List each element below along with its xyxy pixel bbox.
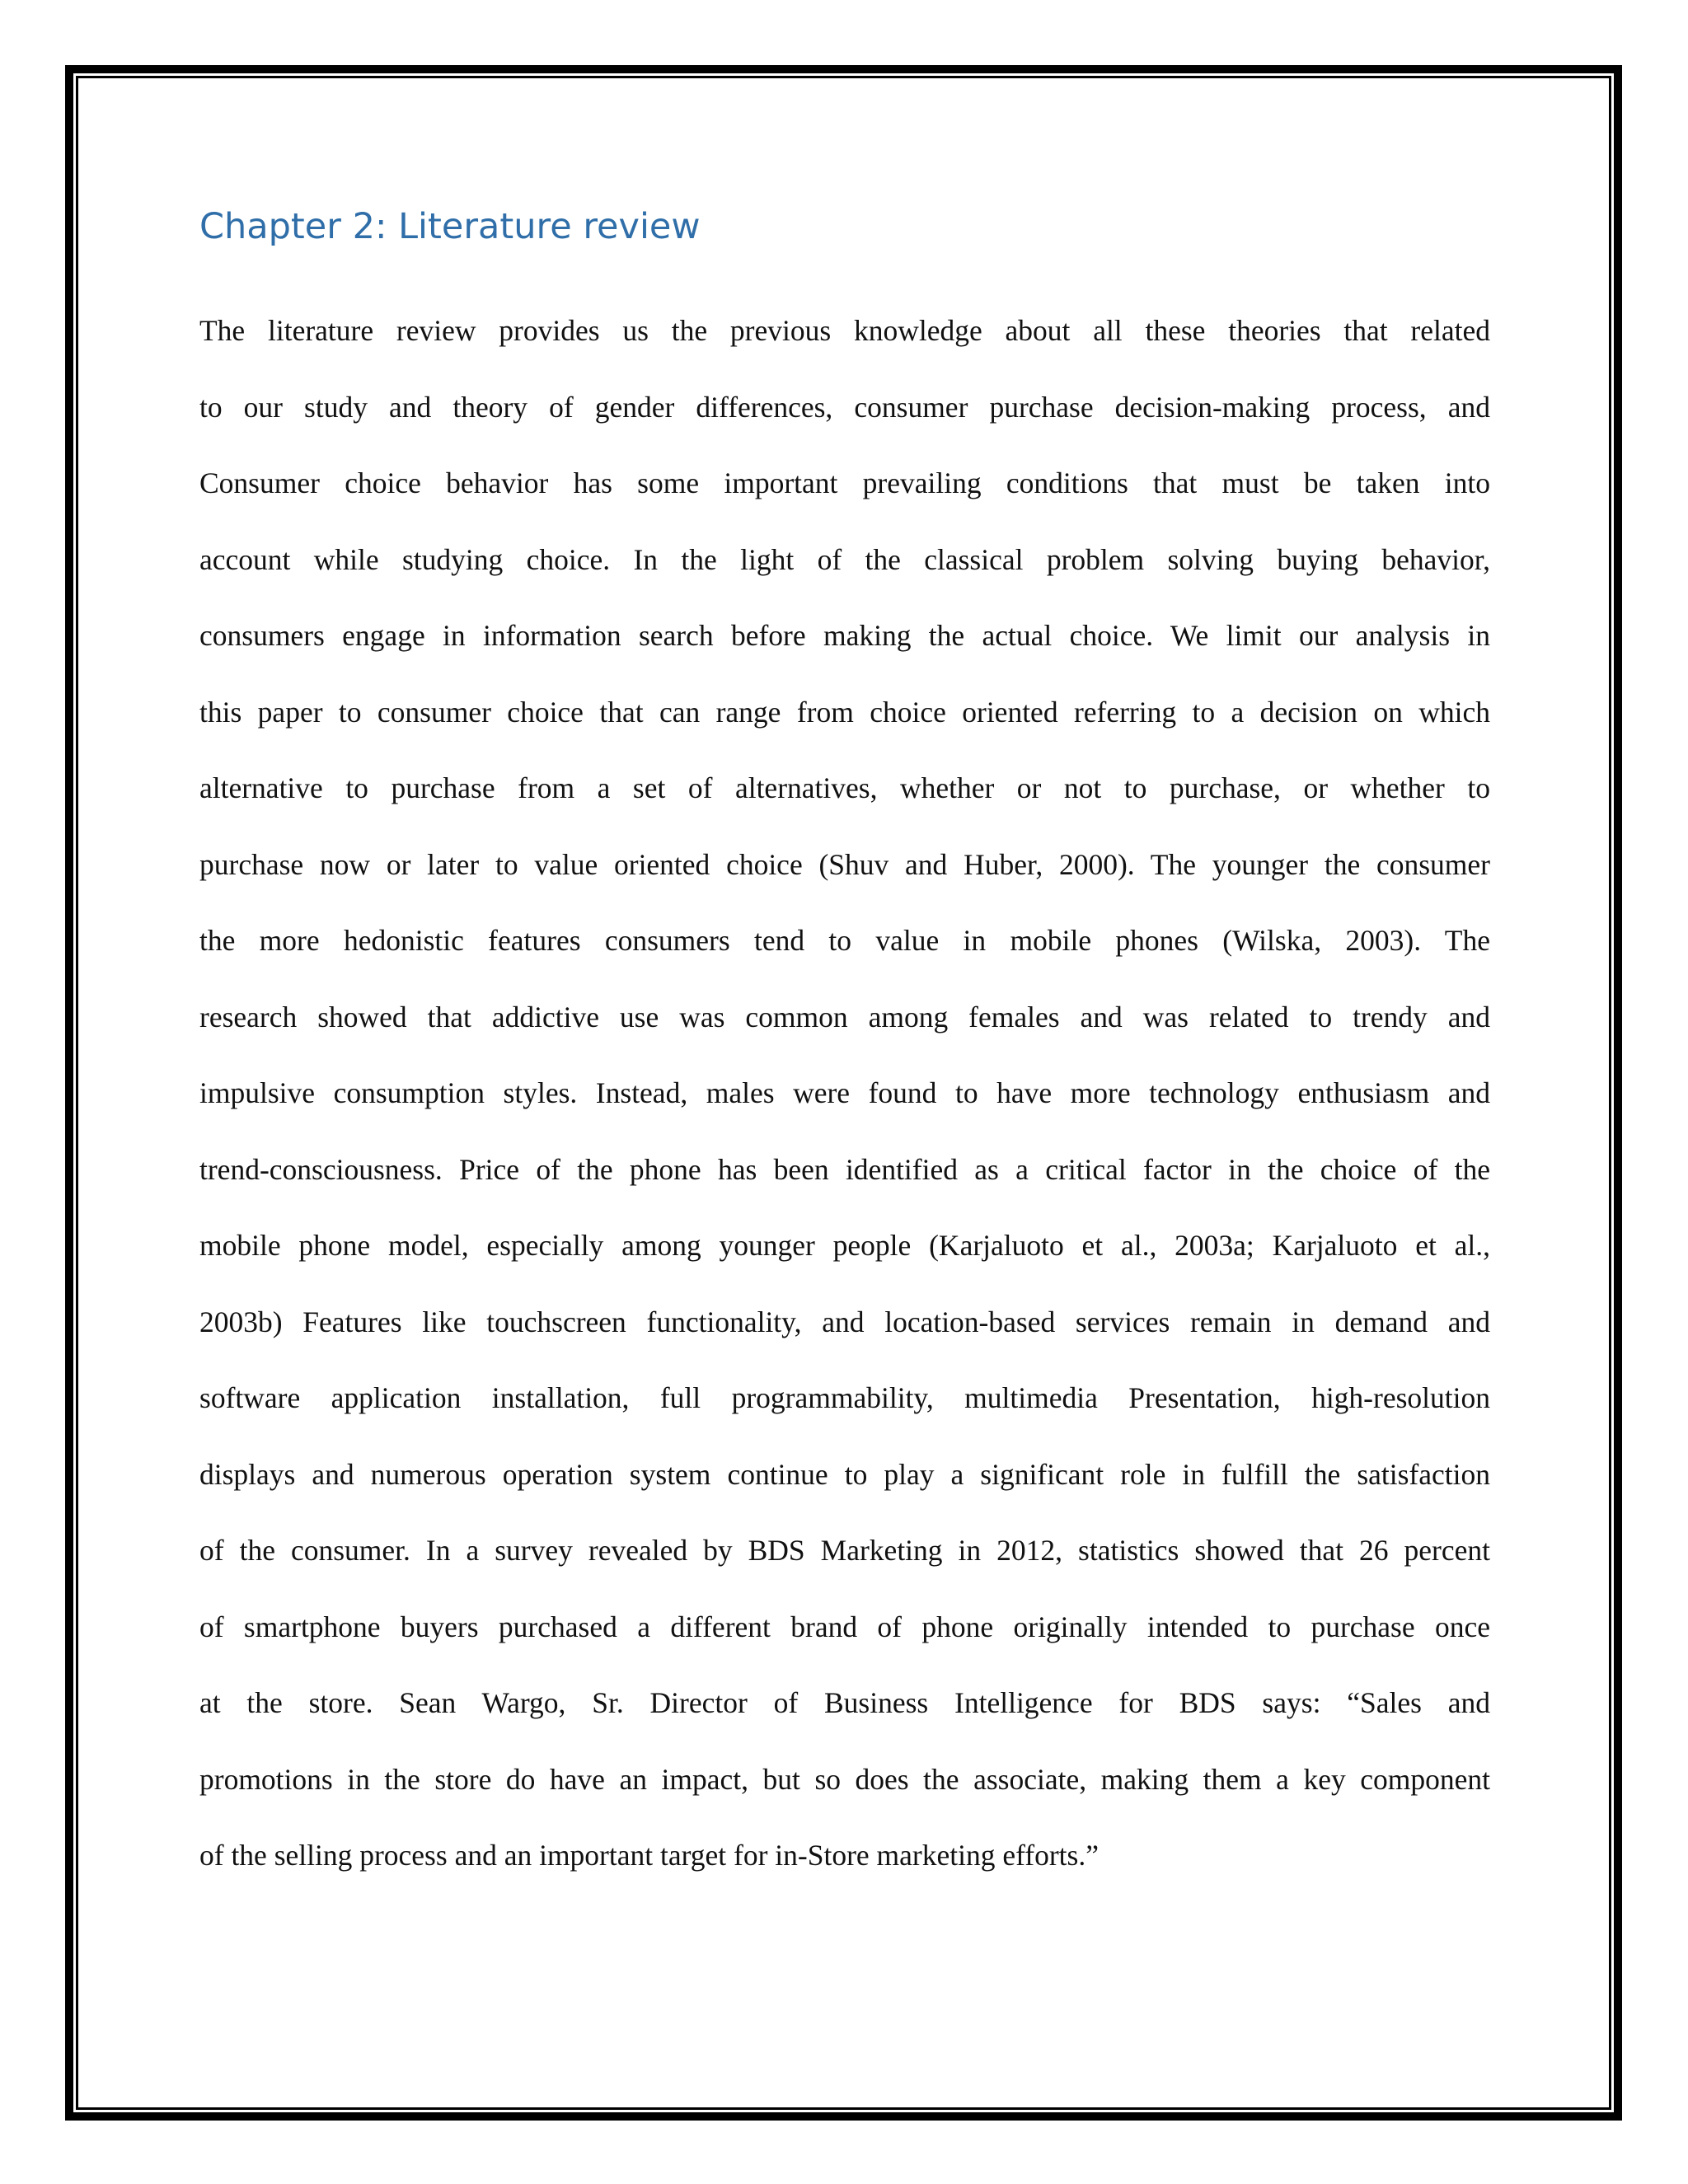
page-content xyxy=(199,194,1490,1894)
paragraph-line: the more hedonistic features consumers tend to value in mobile phones (Wilska, 2003). The xyxy=(199,924,1490,957)
paragraph-line: of smartphone buyers purchased a different brand of phone originally intended to purchase once xyxy=(199,1610,1490,1643)
chapter-heading: Chapter 2: Literature review xyxy=(199,206,701,247)
paragraph-line: consumers engage in information search before making the actual choice. We limit our analysis in xyxy=(199,619,1490,652)
paragraph-line: promotions in the store do have an impact, but so does the associate, making them a key component xyxy=(199,1762,1490,1796)
paragraph-line: of the consumer. In a survey revealed by BDS Marketing in 2012, statistics showed that 26 percent xyxy=(199,1534,1490,1567)
paragraph-line: account while studying choice. In the light of the classical problem solving buying behavior, xyxy=(199,542,1490,576)
paragraph-line: alternative to purchase from a set of alternatives, whether or not to purchase, or whether to xyxy=(199,771,1490,804)
paragraph-line: to our study and theory of gender differences, consumer purchase decision-making process, and xyxy=(199,390,1490,424)
paragraph-line: of the selling process and an important target for in-Store marketing efforts.” xyxy=(199,1839,1099,1872)
paragraph-line: The literature review provides us the previous knowledge about all these theories that related xyxy=(199,314,1490,347)
paragraph-line: software application installation, full programmability, multimedia Presentation, high-resolution xyxy=(199,1381,1490,1414)
paragraph-line: at the store. Sean Wargo, Sr. Director of Business Intelligence for BDS says: “Sales and xyxy=(199,1686,1490,1719)
paragraph-line: trend-consciousness. Price of the phone has been identified as a critical factor in the choice of the xyxy=(199,1152,1490,1186)
paragraph-line: purchase now or later to value oriented choice (Shuv and Huber, 2000). The younger the consumer xyxy=(199,847,1490,881)
paragraph-line: displays and numerous operation system continue to play a significant role in fulfill the satisfaction xyxy=(199,1457,1490,1491)
paragraph-line: impulsive consumption styles. Instead, males were found to have more technology enthusiasm and xyxy=(199,1076,1490,1109)
paragraph-line: Consumer choice behavior has some important prevailing conditions that must be taken into xyxy=(199,466,1490,499)
body-paragraph xyxy=(199,293,1490,1894)
paragraph-line: research showed that addictive use was common among females and was related to trendy and xyxy=(199,1000,1490,1033)
paragraph-line: 2003b) Features like touchscreen functionality, and location-based services remain in demand and xyxy=(199,1305,1490,1338)
paragraph-line: mobile phone model, especially among younger people (Karjaluoto et al., 2003a; Karjaluoto et al., xyxy=(199,1229,1490,1262)
paragraph-line: this paper to consumer choice that can range from choice oriented referring to a decision on which xyxy=(199,695,1490,729)
